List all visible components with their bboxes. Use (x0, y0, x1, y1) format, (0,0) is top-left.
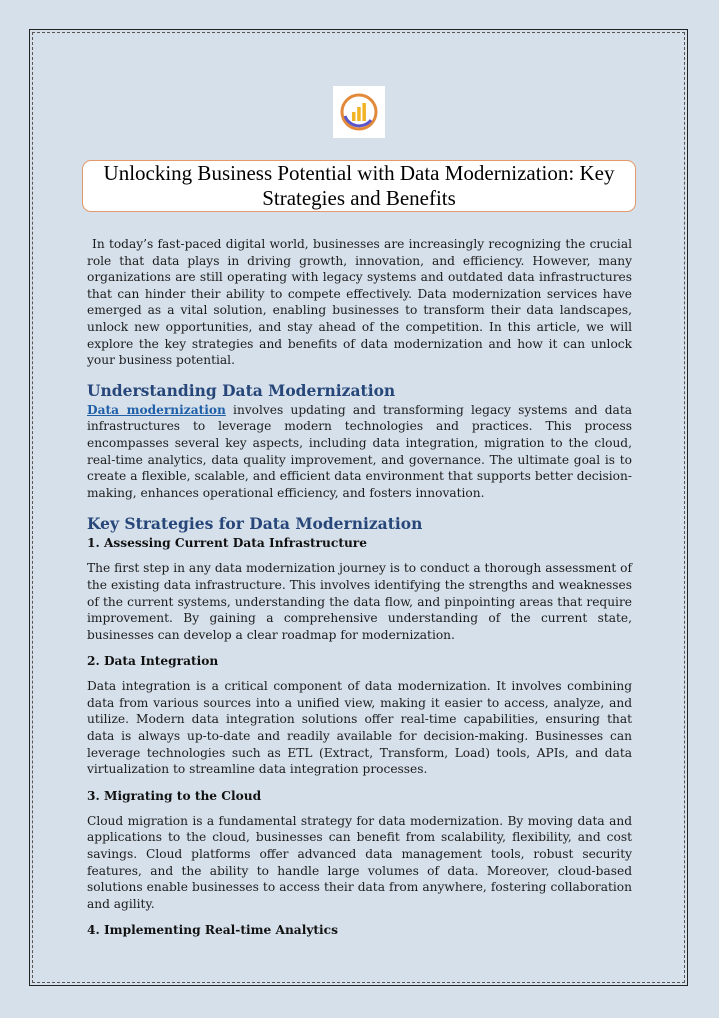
strategy-title: 1. Assessing Current Data Infrastructure (87, 536, 367, 551)
strategy-paragraph: Cloud migration is a fundamental strategy for data modernization. By moving data and applications to the cloud, businesses can benefit from scalability, flexibility, and cost savings. Cloud platforms offer advanced data management tools, robust security features, and the ability to handle large volumes of data. Moreover, cloud-based solutions enable businesses to access their data from anywhere, fostering collaboration and agility. (87, 813, 632, 911)
data-modernization-link[interactable]: Data modernization (87, 402, 226, 417)
strategy-title: 4. Implementing Real-time Analytics (87, 923, 338, 938)
section-paragraph-understanding (87, 402, 632, 502)
intro-paragraph: In today’s fast-paced digital world, businesses are increasingly recognizing the crucial role that data plays in driving growth, innovation, and efficiency. However, many organizations are still operating with legacy systems and outdated data infrastructures that can hinder their ability to compete effectively. Data modernization services have emerged as a vital solution, enabling businesses to transform their data landscapes, unlock new opportunities, and stay ahead of the competition. In this article, we will explore the key strategies and benefits of data modernization and how it can unlock your business potential. (87, 237, 632, 368)
bar-chart-logo-icon (333, 86, 385, 138)
page-title: Unlocking Business Potential with Data Modernization: Key Strategies and Benefits (103, 161, 615, 210)
strategy-title: 3. Migrating to the Cloud (87, 788, 262, 803)
section-paragraph-understanding-text: involves updating and transforming legacy systems and data infrastructures to leverage modern technologies and practices. This process encompasses several key aspects, including data integration, migration to the cloud, real-time analytics, data quality improvement, and governance. The ultimate goal is to create a flexible, scalable, and efficient data environment that supports better decision-making, enhances operational efficiency, and fosters innovation. (87, 402, 632, 500)
strategy-title: 2. Data Integration (87, 654, 219, 669)
title-box (82, 160, 636, 212)
section-heading-strategies: Key Strategies for Data Modernization (87, 514, 423, 534)
article-body (87, 236, 632, 938)
company-logo (333, 86, 385, 138)
strategy-paragraph: Data integration is a critical component of data modernization. It involves combining data from various sources into a unified view, making it easier to access, analyze, and utilize. Modern data integration solutions offer real-time capabilities, ensuring that data is always up-to-date and readily available for decision-making. Businesses can leverage technologies such as ETL (Extract, Transform, Load) tools, APIs, and data virtualization to streamline data integration processes. (87, 679, 632, 777)
section-heading-understanding: Understanding Data Modernization (87, 380, 396, 400)
strategy-paragraph: The first step in any data modernization journey is to conduct a thorough assessment of the existing data infrastructure. This involves identifying the strengths and weaknesses of the current systems, understanding the data flow, and pinpointing areas that require improvement. By gaining a comprehensive understanding of the current state, businesses can develop a clear roadmap for modernization. (87, 561, 632, 642)
